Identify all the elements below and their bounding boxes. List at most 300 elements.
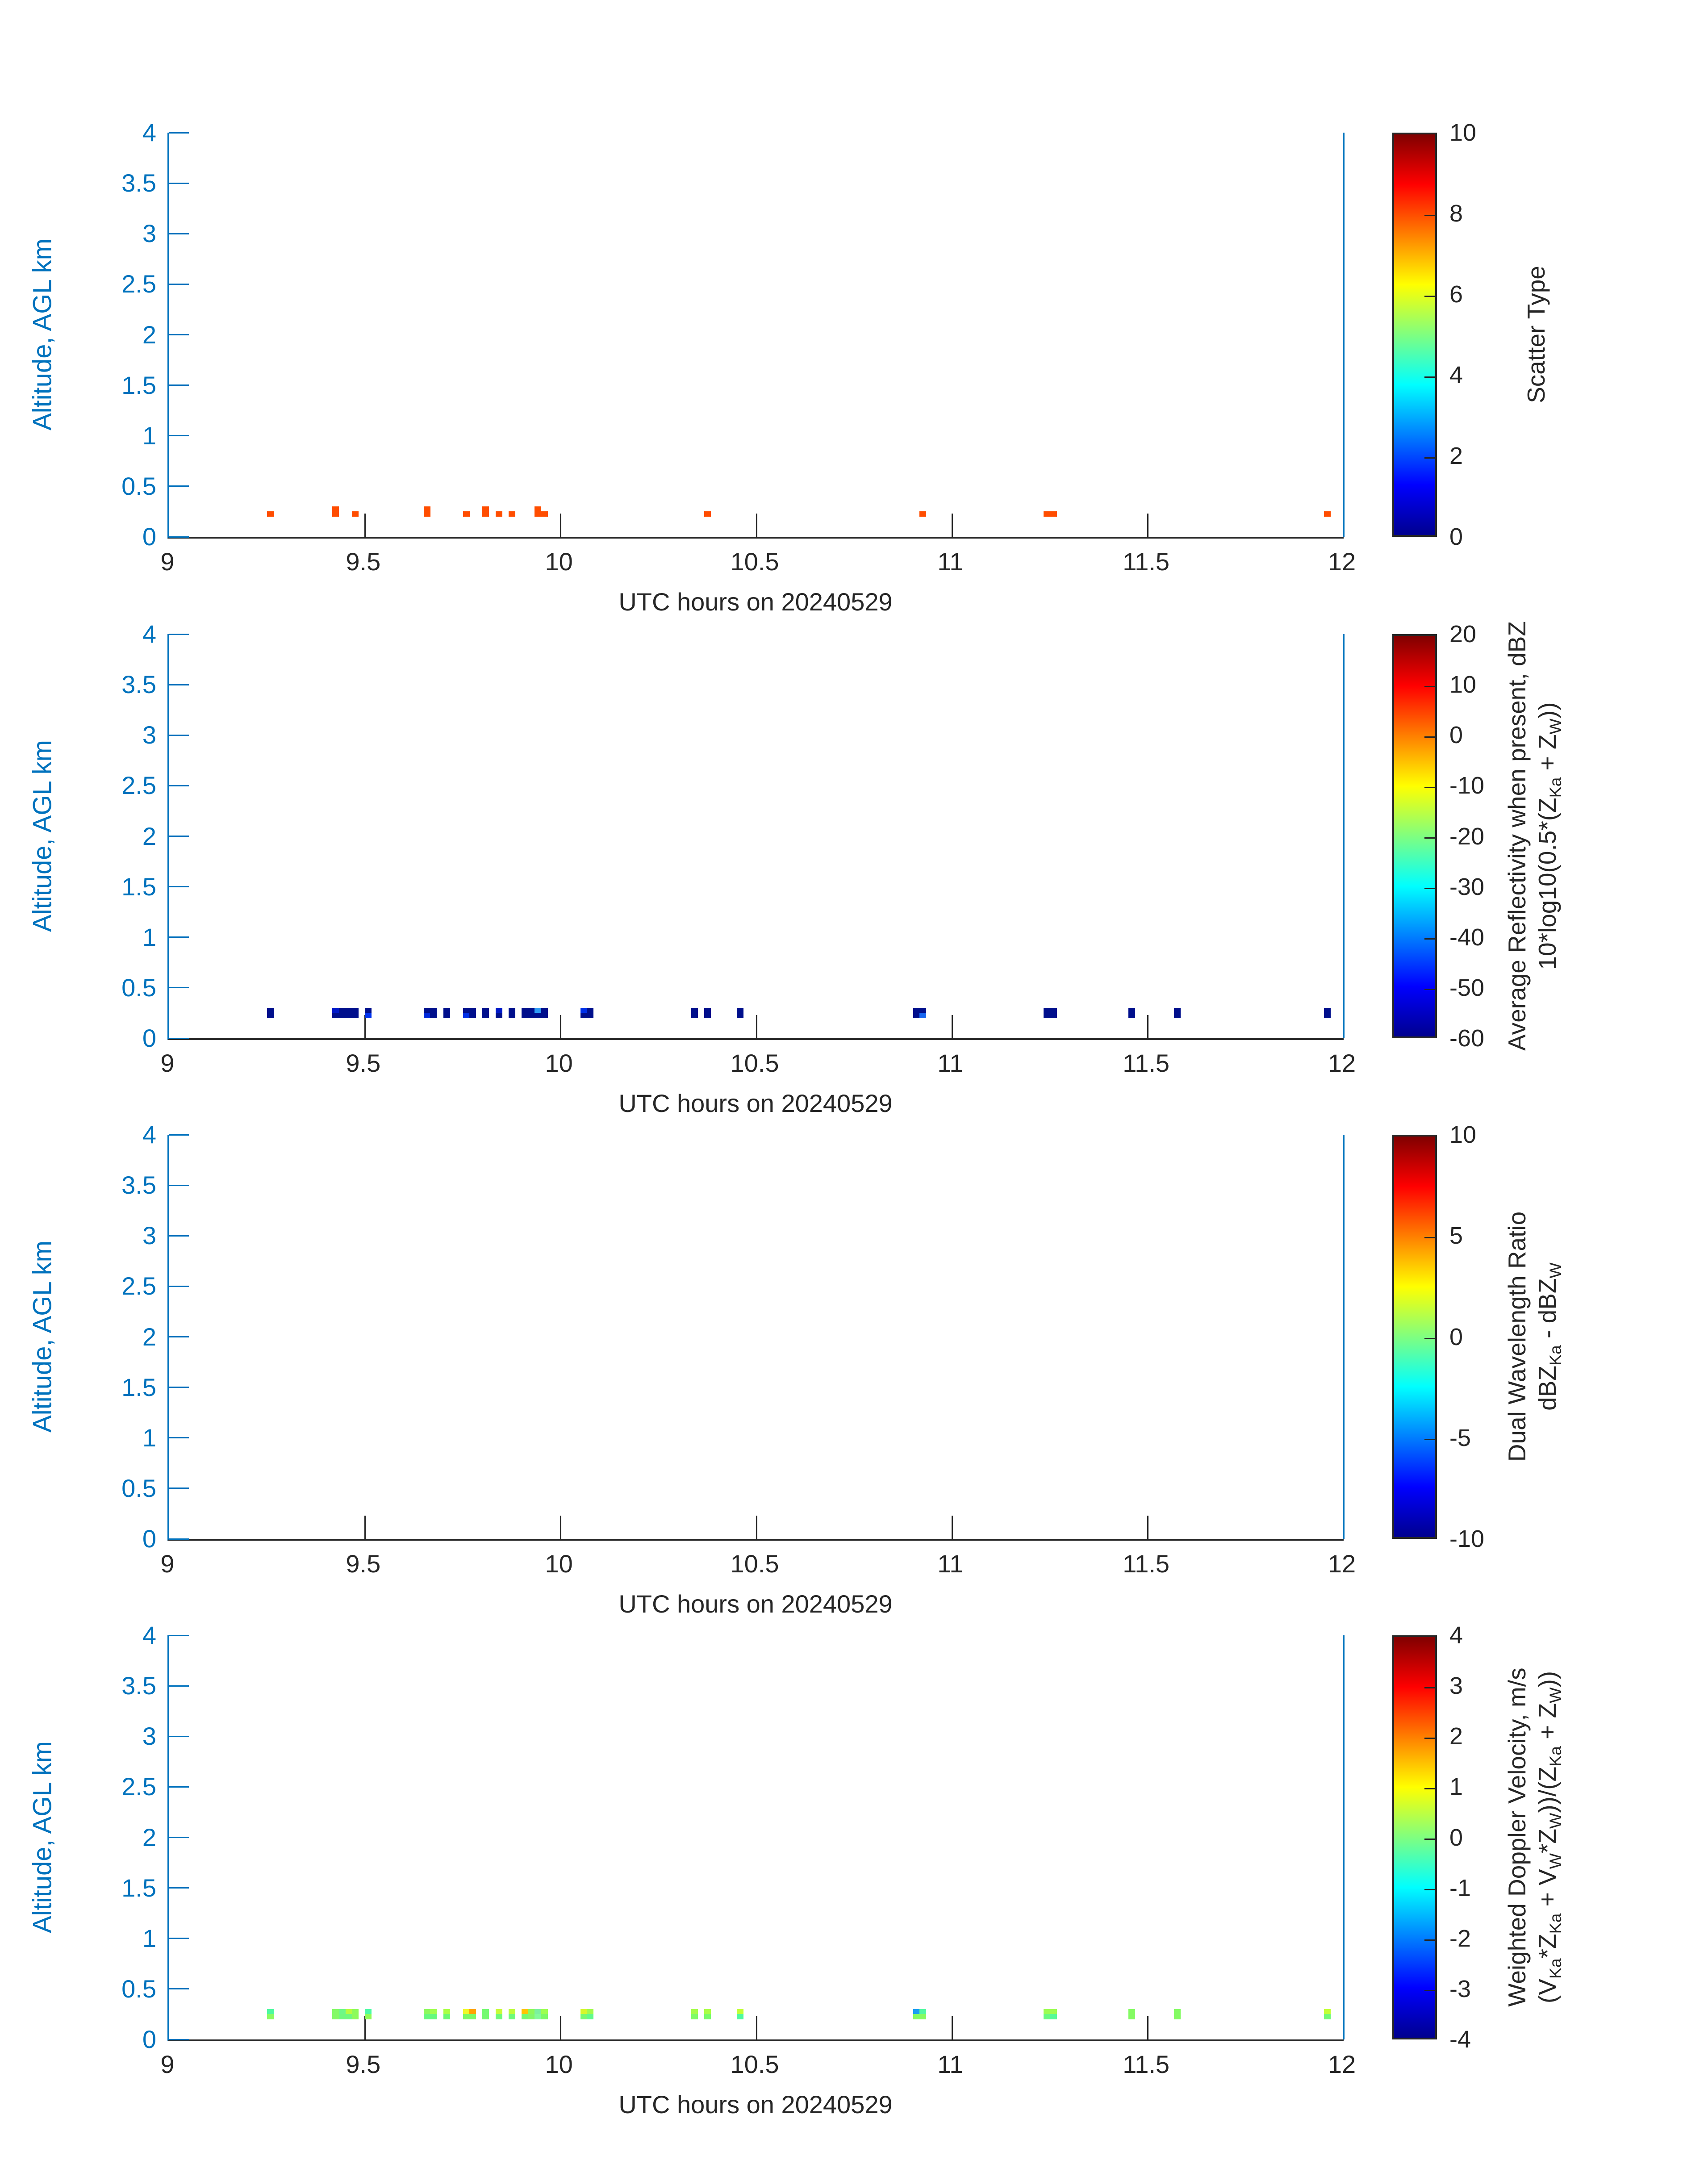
y-tick-label: 0 [142, 2025, 156, 2053]
data-cell [352, 511, 359, 517]
x-tick-label: 11.5 [1123, 547, 1170, 576]
x-tick-label: 10 [545, 547, 573, 576]
x-tick-label: 12 [1328, 1550, 1356, 1578]
x-tick-mark [952, 514, 953, 537]
x-tick-mark [364, 1516, 366, 1539]
y-tick-mark [169, 735, 189, 736]
x-tick-mark [364, 2016, 366, 2039]
y-tick-mark [169, 987, 189, 988]
y-tick-label: 2.5 [121, 771, 156, 800]
data-cell [332, 2009, 339, 2014]
y-tick-label: 1 [142, 421, 156, 450]
y-tick-mark [169, 1286, 189, 1287]
colorbar-tick-label: 3 [1449, 1672, 1463, 1700]
x-tick-label: 9.5 [346, 2050, 381, 2078]
x-tick-mark [756, 1015, 757, 1038]
y-tick-label: 3.5 [121, 1171, 156, 1199]
colorbar [1392, 1135, 1437, 1539]
x-tick-label: 11 [937, 547, 964, 576]
data-cell [528, 2009, 535, 2014]
y-tick-label: 2 [142, 1322, 156, 1351]
data-cell [424, 511, 430, 517]
y-tick-mark [169, 634, 189, 635]
data-cell [482, 1008, 489, 1013]
y-tick-mark [169, 886, 189, 887]
data-cell [463, 2014, 470, 2019]
data-cell [704, 1013, 711, 1018]
data-cell [541, 2009, 548, 2014]
colorbar-label-line: Dual Wavelength Ratio [1503, 1211, 1531, 1462]
x-tick-mark [1147, 1516, 1148, 1539]
data-cell [919, 511, 926, 517]
y-tick-mark [169, 183, 189, 184]
y-tick-mark [169, 1488, 189, 1489]
data-cell [919, 2014, 926, 2019]
data-cell [1174, 1013, 1181, 1018]
colorbar-tick-mark [1424, 888, 1435, 889]
colorbar-tick-mark [1424, 1338, 1435, 1339]
x-tick-label: 9.5 [346, 1550, 381, 1578]
x-tick-label: 11.5 [1123, 1049, 1170, 1077]
x-tick-mark [560, 2016, 561, 2039]
y-tick-mark [169, 936, 189, 938]
data-cell [580, 1013, 587, 1018]
data-cell [430, 1008, 437, 1013]
data-cell [469, 1013, 476, 1018]
x-tick-label: 9 [160, 1049, 175, 1077]
data-cell [919, 1008, 926, 1013]
y-tick-mark [169, 1437, 189, 1438]
plot-area [167, 634, 1344, 1040]
data-cell [1324, 1008, 1331, 1013]
x-tick-mark [952, 1015, 953, 1038]
data-cell [580, 1008, 587, 1013]
colorbar-tick-label: 10 [1449, 119, 1477, 146]
x-tick-label: 12 [1328, 2050, 1356, 2078]
y-tick-mark [169, 384, 189, 386]
data-cell [913, 2014, 920, 2019]
y-tick-label: 4 [142, 620, 156, 648]
y-tick-label: 3.5 [121, 169, 156, 197]
colorbar-tick-label: -3 [1449, 1975, 1471, 2002]
x-tick-label: 10.5 [730, 547, 779, 576]
colorbar-tick-mark [1424, 1839, 1435, 1840]
y-tick-mark [169, 1235, 189, 1237]
data-cell [482, 2009, 489, 2014]
data-cell [1044, 511, 1050, 517]
data-cell [919, 1013, 926, 1018]
colorbar-label-line: Scatter Type [1522, 266, 1550, 403]
data-cell [339, 2009, 346, 2014]
data-cell [535, 2009, 541, 2014]
x-axis-label: UTC hours on 20240529 [618, 1590, 893, 1618]
y-tick-label: 4 [142, 1120, 156, 1149]
data-cell [469, 2009, 476, 2014]
data-cell [463, 511, 470, 517]
y-tick-mark [169, 785, 189, 786]
y-tick-mark [169, 1038, 189, 1039]
data-cell [1044, 1008, 1050, 1013]
data-cell [1128, 2014, 1135, 2019]
data-cell [352, 2009, 359, 2014]
x-axis-label: UTC hours on 20240529 [618, 2090, 893, 2119]
y-tick-label: 1.5 [121, 371, 156, 399]
y-tick-label: 2.5 [121, 270, 156, 298]
data-cell [482, 2014, 489, 2019]
data-cell [267, 1013, 274, 1018]
data-cell [443, 1013, 450, 1018]
x-tick-label: 11 [937, 1049, 964, 1077]
data-cell [267, 1008, 274, 1013]
colorbar-tick-label: 0 [1449, 1323, 1463, 1350]
plot-area [167, 133, 1344, 539]
y-tick-mark [169, 1786, 189, 1788]
data-cell [737, 1008, 743, 1013]
colorbar-tick-mark [1424, 1439, 1435, 1440]
plot-area [167, 1635, 1344, 2041]
data-cell [509, 1008, 515, 1013]
y-tick-label: 3 [142, 1722, 156, 1751]
x-tick-mark [952, 2016, 953, 2039]
data-cell [1044, 2014, 1050, 2019]
data-cell [424, 1013, 430, 1018]
y-tick-mark [169, 1736, 189, 1737]
data-cell [704, 511, 711, 517]
data-cell [352, 1008, 359, 1013]
data-cell [496, 2009, 502, 2014]
x-tick-label: 11 [937, 2050, 964, 2078]
data-cell [339, 1008, 346, 1013]
data-cell [1324, 511, 1331, 517]
data-cell [691, 1008, 698, 1013]
x-tick-label: 9.5 [346, 1049, 381, 1077]
x-tick-label: 9 [160, 1550, 175, 1578]
x-tick-label: 10.5 [730, 1049, 779, 1077]
x-tick-mark [1147, 2016, 1148, 2039]
data-cell [737, 2009, 743, 2014]
colorbar-label-line: Weighted Doppler Velocity, m/s [1503, 1667, 1531, 2007]
data-cell [332, 511, 339, 517]
data-cell [1324, 1013, 1331, 1018]
data-cell [691, 1013, 698, 1018]
x-tick-mark [560, 1015, 561, 1038]
colorbar-tick-label: -1 [1449, 1874, 1471, 1901]
y-tick-mark [169, 1185, 189, 1186]
data-cell [535, 1013, 541, 1018]
data-cell [430, 2014, 437, 2019]
data-cell [509, 2009, 515, 2014]
y-tick-label: 3.5 [121, 1671, 156, 1700]
y-tick-mark [169, 1134, 189, 1136]
data-cell [482, 511, 489, 517]
y-tick-label: 3 [142, 219, 156, 248]
data-cell [430, 1013, 437, 1018]
data-cell [463, 2009, 470, 2014]
colorbar-tick-mark [1424, 1990, 1435, 1991]
colorbar-tick-label: -2 [1449, 1925, 1471, 1952]
data-cell [1324, 2009, 1331, 2014]
y-tick-mark [169, 836, 189, 837]
data-cell [267, 2014, 274, 2019]
data-cell [541, 1008, 548, 1013]
y-tick-label: 4 [142, 118, 156, 146]
data-cell [346, 1008, 352, 1013]
data-cell [496, 511, 502, 517]
colorbar-tick-mark [1424, 215, 1435, 216]
data-cell [522, 2014, 528, 2019]
x-tick-mark [560, 514, 561, 537]
x-tick-mark [756, 514, 757, 537]
colorbar-tick-label: -60 [1449, 1025, 1485, 1052]
data-cell [541, 2014, 548, 2019]
y-tick-label: 4 [142, 1621, 156, 1649]
data-cell [580, 2009, 587, 2014]
data-cell [430, 2009, 437, 2014]
colorbar-tick-label: 8 [1449, 200, 1463, 227]
data-cell [463, 1008, 470, 1013]
data-cell [528, 1013, 535, 1018]
y-tick-mark [169, 1387, 189, 1388]
x-tick-mark [560, 1516, 561, 1539]
data-cell [424, 2009, 430, 2014]
data-cell [332, 1013, 339, 1018]
colorbar-tick-mark [1424, 1788, 1435, 1789]
data-cell [469, 2014, 476, 2019]
x-tick-label: 11 [937, 1550, 964, 1578]
colorbar-tick-label: 4 [1449, 1622, 1463, 1649]
data-cell [1050, 2014, 1057, 2019]
data-cell [913, 1013, 920, 1018]
y-tick-label: 2 [142, 320, 156, 349]
y-tick-label: 1 [142, 923, 156, 951]
data-cell [509, 1013, 515, 1018]
y-tick-mark [169, 2039, 189, 2040]
colorbar-tick-label: 0 [1449, 523, 1463, 550]
x-tick-mark [1147, 1015, 1148, 1038]
data-cell [339, 1013, 346, 1018]
data-cell [352, 2014, 359, 2019]
x-tick-mark [1147, 514, 1148, 537]
y-tick-label: 1.5 [121, 1373, 156, 1401]
data-cell [704, 2014, 711, 2019]
colorbar-tick-label: 10 [1449, 1121, 1477, 1148]
x-tick-label: 10.5 [730, 2050, 779, 2078]
data-cell [424, 2014, 430, 2019]
y-tick-label: 0.5 [121, 1474, 156, 1502]
x-tick-mark [364, 514, 366, 537]
colorbar [1392, 1635, 1437, 2039]
colorbar-tick-mark [1424, 736, 1435, 738]
data-cell [469, 1008, 476, 1013]
colorbar-tick-mark [1424, 457, 1435, 459]
y-tick-label: 1 [142, 1423, 156, 1452]
data-cell [496, 2014, 502, 2019]
data-cell [535, 2014, 541, 2019]
data-cell [443, 2014, 450, 2019]
colorbar [1392, 634, 1437, 1038]
data-cell [587, 2014, 593, 2019]
data-cell [463, 1013, 470, 1018]
colorbar-tick-label: -40 [1449, 923, 1485, 951]
y-axis-label: Altitude, AGL km [28, 1241, 57, 1433]
colorbar-tick-mark [1424, 1687, 1435, 1688]
data-cell [424, 1008, 430, 1013]
data-cell [496, 1008, 502, 1013]
x-tick-label: 10.5 [730, 1550, 779, 1578]
data-cell [509, 511, 515, 517]
x-tick-mark [756, 2016, 757, 2039]
x-tick-label: 9 [160, 547, 175, 576]
data-cell [1128, 2009, 1135, 2014]
colorbar-label-line: $10*\log 10(0.5*(Z_{Ka} + Z_W))$ [1533, 702, 1565, 970]
data-cell [704, 2009, 711, 2014]
data-cell [1174, 2009, 1181, 2014]
data-cell [339, 2014, 346, 2019]
data-cell [535, 511, 541, 517]
data-cell [691, 2009, 698, 2014]
data-cell [1174, 2014, 1181, 2019]
y-tick-label: 1 [142, 1924, 156, 1952]
colorbar-label-line: Average Reflectivity when present, dBZ [1503, 621, 1531, 1051]
y-tick-mark [169, 435, 189, 436]
y-tick-mark [169, 334, 189, 335]
y-axis-label: Altitude, AGL km [28, 238, 57, 430]
data-cell [691, 2014, 698, 2019]
y-tick-mark [169, 233, 189, 234]
colorbar-tick-label: 10 [1449, 671, 1477, 698]
colorbar-tick-label: 4 [1449, 362, 1463, 389]
y-tick-label: 0 [142, 522, 156, 551]
data-cell [535, 506, 541, 512]
colorbar-tick-label: 6 [1449, 281, 1463, 308]
colorbar-tick-label: 1 [1449, 1773, 1463, 1801]
colorbar-tick-label: -30 [1449, 873, 1485, 900]
y-tick-mark [169, 1938, 189, 1939]
data-cell [528, 1008, 535, 1013]
data-cell [913, 1008, 920, 1013]
right-axis-line [1343, 634, 1345, 1038]
colorbar-tick-label: -20 [1449, 823, 1485, 850]
y-tick-mark [169, 536, 189, 538]
y-tick-label: 0.5 [121, 973, 156, 1002]
colorbar-tick-label: 2 [1449, 443, 1463, 469]
data-cell [1050, 1008, 1057, 1013]
y-tick-label: 2 [142, 822, 156, 850]
data-cell [737, 1013, 743, 1018]
colorbar-tick-mark [1424, 1889, 1435, 1890]
x-axis-label: UTC hours on 20240529 [618, 1089, 893, 1117]
x-tick-label: 11.5 [1123, 1550, 1170, 1578]
data-cell [346, 1013, 352, 1018]
data-cell [522, 1013, 528, 1018]
y-tick-mark [169, 1887, 189, 1889]
data-cell [332, 1008, 339, 1013]
data-cell [365, 1013, 372, 1018]
data-cell [541, 511, 548, 517]
y-tick-label: 0 [142, 1024, 156, 1052]
data-cell [365, 2009, 372, 2014]
data-cell [1128, 1013, 1135, 1018]
data-cell [352, 1013, 359, 1018]
data-cell [541, 1013, 548, 1018]
colorbar [1392, 133, 1437, 537]
data-cell [332, 506, 339, 512]
colorbar-tick-label: -5 [1449, 1424, 1471, 1451]
y-tick-mark [169, 1635, 189, 1636]
data-cell [267, 2009, 274, 2014]
right-axis-line [1343, 1635, 1345, 2039]
colorbar-tick-mark [1424, 1738, 1435, 1739]
x-tick-label: 9 [160, 2050, 175, 2078]
y-tick-label: 3.5 [121, 670, 156, 699]
x-tick-label: 10 [545, 1550, 573, 1578]
x-tick-label: 12 [1328, 1049, 1356, 1077]
x-tick-label: 10 [545, 2050, 573, 2078]
x-tick-label: 11.5 [1123, 2050, 1170, 2078]
plot-area [167, 1135, 1344, 1541]
data-cell [535, 1008, 541, 1013]
colorbar-tick-label: 20 [1449, 621, 1477, 648]
colorbar-tick-label: -50 [1449, 974, 1485, 1001]
y-tick-label: 2.5 [121, 1772, 156, 1801]
colorbar-tick-mark [1424, 1939, 1435, 1941]
y-tick-label: 0.5 [121, 1974, 156, 2003]
x-tick-label: 9.5 [346, 547, 381, 576]
colorbar-tick-label: -4 [1449, 2026, 1471, 2053]
y-tick-mark [169, 485, 189, 487]
data-cell [704, 1008, 711, 1013]
data-cell [1324, 2014, 1331, 2019]
data-cell [365, 1008, 372, 1013]
data-cell [522, 1008, 528, 1013]
colorbar-tick-mark [1424, 376, 1435, 378]
y-tick-mark [169, 1538, 189, 1540]
data-cell [443, 1008, 450, 1013]
x-tick-label: 12 [1328, 547, 1356, 576]
y-tick-label: 3 [142, 1221, 156, 1250]
data-cell [424, 506, 430, 512]
data-cell [587, 1008, 593, 1013]
data-cell [1128, 1008, 1135, 1013]
y-tick-label: 2.5 [121, 1272, 156, 1300]
colorbar-tick-label: 2 [1449, 1723, 1463, 1750]
data-cell [1050, 1013, 1057, 1018]
y-tick-mark [169, 284, 189, 285]
data-cell [482, 1013, 489, 1018]
colorbar-tick-mark [1424, 938, 1435, 940]
data-cell [1174, 1008, 1181, 1013]
y-tick-mark [169, 132, 189, 134]
data-cell [580, 2014, 587, 2019]
data-cell [1044, 2009, 1050, 2014]
x-tick-label: 10 [545, 1049, 573, 1077]
x-axis-label: UTC hours on 20240529 [618, 588, 893, 616]
y-tick-label: 3 [142, 721, 156, 749]
colorbar-tick-mark [1424, 686, 1435, 687]
data-cell [482, 506, 489, 512]
y-tick-mark [169, 1988, 189, 1989]
data-cell [522, 2009, 528, 2014]
colorbar-tick-mark [1424, 989, 1435, 990]
data-cell [443, 2009, 450, 2014]
data-cell [509, 2014, 515, 2019]
data-cell [737, 2014, 743, 2019]
colorbar-tick-label: 0 [1449, 722, 1463, 749]
data-cell [365, 2014, 372, 2019]
colorbar-tick-label: 5 [1449, 1222, 1463, 1249]
colorbar-tick-mark [1424, 837, 1435, 839]
data-cell [346, 2009, 352, 2014]
